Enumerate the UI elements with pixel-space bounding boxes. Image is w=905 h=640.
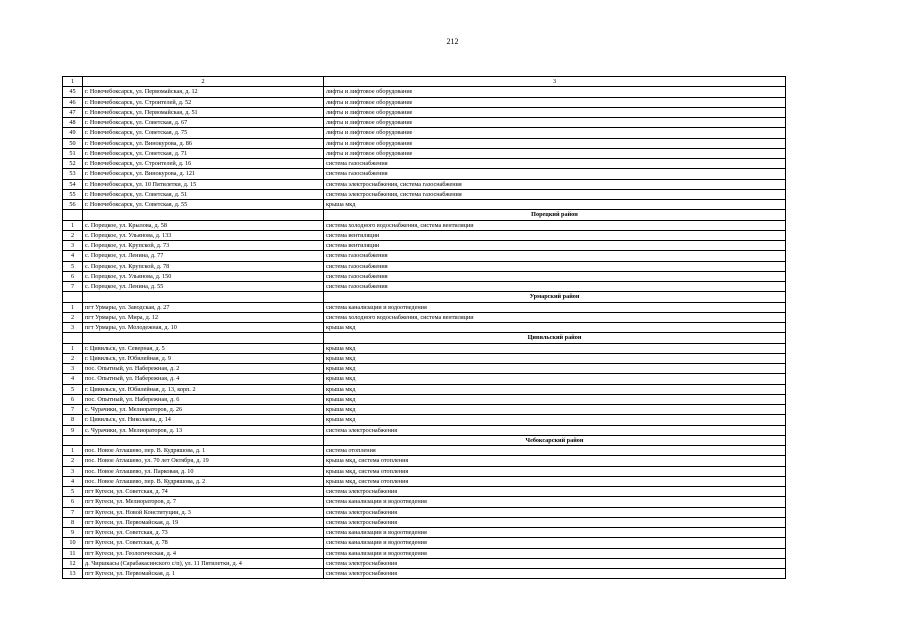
row-number-cell: 2: [63, 353, 83, 363]
row-number-cell: 9: [63, 425, 83, 435]
work-type-cell: система газоснабжения: [324, 169, 786, 179]
work-type-cell: крыша мкд: [324, 364, 786, 374]
table-row: [63, 569, 786, 579]
address-cell: пгт Кугеси, ул. Геологическая, д. 4: [83, 548, 324, 558]
table-row: [63, 179, 786, 189]
address-cell: пос. Опытный, ул. Набережная, д. 2: [83, 364, 324, 374]
work-type-cell: система канализации и водоотведения: [324, 302, 786, 312]
address-cell: с. Порецкое, ул. Ленина, д. 55: [83, 282, 324, 292]
work-type-cell: крыша мкд: [324, 384, 786, 394]
work-type-cell: система электроснабжения, система газоснабжения: [324, 189, 786, 199]
table-row: [63, 118, 786, 128]
work-type-cell: система газоснабжения: [324, 251, 786, 261]
address-cell: г. Новочебоксарск, ул. Советская, д. 55: [83, 200, 324, 210]
work-type-cell: лифты и лифтовое оборудование: [324, 87, 786, 97]
address-cell: г. Новочебоксарск, ул. Строителей, д. 52: [83, 97, 324, 107]
work-type-cell: лифты и лифтовое оборудование: [324, 107, 786, 117]
row-number-cell: 8: [63, 415, 83, 425]
table-row: [63, 261, 786, 271]
work-type-cell: система газоснабжения: [324, 261, 786, 271]
address-cell: г. Новочебоксарск, ул. Советская, д. 67: [83, 118, 324, 128]
row-number-cell: 56: [63, 200, 83, 210]
work-type-cell: система холодного водоснабжения, система вентиляции: [324, 220, 786, 230]
row-number-cell: 49: [63, 128, 83, 138]
table-row: [63, 87, 786, 97]
row-number-cell: 47: [63, 107, 83, 117]
district-name: Урмарский район: [324, 292, 786, 302]
address-cell: г. Цивильск, ул. Юбилейная, д. 9: [83, 353, 324, 363]
row-number-cell: 1: [63, 220, 83, 230]
empty-cell: [63, 435, 83, 445]
work-type-cell: крыша мкд, система отопления: [324, 456, 786, 466]
row-number-cell: 4: [63, 374, 83, 384]
work-type-cell: система электроснабжения: [324, 425, 786, 435]
table-row: [63, 230, 786, 240]
table-row: [63, 487, 786, 497]
address-cell: пгт Кугеси, ул. Мелиораторов, д. 7: [83, 497, 324, 507]
work-type-cell: система электроснабжения, система газоснабжения: [324, 179, 786, 189]
row-number-cell: 12: [63, 558, 83, 568]
work-type-cell: система электроснабжения: [324, 487, 786, 497]
header-col-2: 2: [83, 77, 324, 87]
row-number-cell: 2: [63, 230, 83, 240]
row-number-cell: 1: [63, 343, 83, 353]
district-heading-row: [63, 435, 786, 445]
row-number-cell: 6: [63, 394, 83, 404]
address-cell: г. Цивильск, ул. Николаева, д. 14: [83, 415, 324, 425]
work-type-cell: лифты и лифтовое оборудование: [324, 118, 786, 128]
row-number-cell: 52: [63, 159, 83, 169]
table-row: [63, 497, 786, 507]
work-type-cell: система газоснабжения: [324, 282, 786, 292]
table-row: [63, 394, 786, 404]
address-cell: г. Новочебоксарск, ул. Советская, д. 51: [83, 189, 324, 199]
row-number-cell: 50: [63, 138, 83, 148]
work-type-cell: система канализации и водоотведения: [324, 548, 786, 558]
table-row: [63, 312, 786, 322]
row-number-cell: 4: [63, 251, 83, 261]
empty-cell: [83, 435, 324, 445]
work-type-cell: крыша мкд: [324, 405, 786, 415]
table-row: [63, 302, 786, 312]
table-row: [63, 446, 786, 456]
table-row: [63, 517, 786, 527]
row-number-cell: 45: [63, 87, 83, 97]
address-cell: с. Порецкое, ул. Крупской, д. 78: [83, 261, 324, 271]
address-cell: с. Чурачики, ул. Мелиораторов, д. 13: [83, 425, 324, 435]
address-cell: пгт Кугеси, ул. Новой Конституции, д. 3: [83, 507, 324, 517]
objects-table: [62, 76, 786, 579]
row-number-cell: 53: [63, 169, 83, 179]
address-cell: пгт Кугеси, ул. Советская, д. 74: [83, 487, 324, 497]
work-type-cell: крыша мкд: [324, 200, 786, 210]
work-type-cell: система газоснабжения: [324, 271, 786, 281]
row-number-cell: 2: [63, 312, 83, 322]
row-number-cell: 51: [63, 148, 83, 158]
table-row: [63, 148, 786, 158]
table-row: [63, 343, 786, 353]
row-number-cell: 10: [63, 538, 83, 548]
work-type-cell: крыша мкд, система отопления: [324, 476, 786, 486]
table-row: [63, 466, 786, 476]
work-type-cell: система холодного водоснабжения, система вентиляции: [324, 312, 786, 322]
row-number-cell: 1: [63, 302, 83, 312]
district-name: Цивильский район: [324, 333, 786, 343]
row-number-cell: 7: [63, 507, 83, 517]
table-row: [63, 456, 786, 466]
table-row: [63, 271, 786, 281]
empty-cell: [83, 333, 324, 343]
row-number-cell: 6: [63, 497, 83, 507]
table-row: [63, 169, 786, 179]
address-cell: пос. Новое Атлашево, ул. 70 лет Октября, д. 19: [83, 456, 324, 466]
address-cell: г. Новочебоксарск, ул. Первомайская, д. 51: [83, 107, 324, 117]
address-cell: с. Порецкое, ул. Крупской, д. 73: [83, 241, 324, 251]
address-cell: пос. Новое Атлашево, пер. В. Кудряшова, д. 2: [83, 476, 324, 486]
district-name: Порецкий район: [324, 210, 786, 220]
address-cell: г. Новочебоксарск, ул. 10 Пятилетки, д. 15: [83, 179, 324, 189]
table-row: [63, 558, 786, 568]
table-header-row: [63, 77, 786, 87]
work-type-cell: лифты и лифтовое оборудование: [324, 128, 786, 138]
table-row: [63, 220, 786, 230]
empty-cell: [63, 333, 83, 343]
row-number-cell: 7: [63, 282, 83, 292]
address-cell: с. Порецкое, ул. Ульянова, д. 150: [83, 271, 324, 281]
header-col-3: 3: [324, 77, 786, 87]
address-cell: пгт Кугеси, ул. Советская, д. 78: [83, 538, 324, 548]
row-number-cell: 1: [63, 446, 83, 456]
work-type-cell: система канализации и водоотведения: [324, 497, 786, 507]
empty-cell: [83, 210, 324, 220]
work-type-cell: лифты и лифтовое оборудование: [324, 138, 786, 148]
row-number-cell: 11: [63, 548, 83, 558]
work-type-cell: система электроснабжения: [324, 558, 786, 568]
row-number-cell: 48: [63, 118, 83, 128]
address-cell: г. Новочебоксарск, ул. Винокурова, д. 86: [83, 138, 324, 148]
table-row: [63, 476, 786, 486]
empty-cell: [63, 210, 83, 220]
table-row: [63, 138, 786, 148]
table-row: [63, 353, 786, 363]
row-number-cell: 5: [63, 261, 83, 271]
table-row: [63, 384, 786, 394]
district-name: Чебоксарский район: [324, 435, 786, 445]
table-row: [63, 159, 786, 169]
table-row: [63, 538, 786, 548]
row-number-cell: 55: [63, 189, 83, 199]
address-cell: пгт Кугеси, ул. Советская, д. 73: [83, 528, 324, 538]
table-row: [63, 241, 786, 251]
page-number: 212: [446, 37, 459, 46]
address-cell: пос. Опытный, ул. Набережная, д. 4: [83, 374, 324, 384]
address-cell: пгт Урмары, ул. Заводская, д. 27: [83, 302, 324, 312]
table-row: [63, 107, 786, 117]
row-number-cell: 7: [63, 405, 83, 415]
table-row: [63, 374, 786, 384]
work-type-cell: система вентиляции: [324, 230, 786, 240]
table-body: [63, 77, 786, 579]
work-type-cell: крыша мкд: [324, 323, 786, 333]
address-cell: пгт Кугеси, ул. Первомайская, д. 1: [83, 569, 324, 579]
address-cell: с. Порецкое, ул. Ульянова, д. 133: [83, 230, 324, 240]
table-row: [63, 200, 786, 210]
table-row: [63, 128, 786, 138]
row-number-cell: 8: [63, 517, 83, 527]
work-type-cell: крыша мкд: [324, 374, 786, 384]
address-cell: пос. Новое Атлашево, пер. В. Кудряшова, д. 1: [83, 446, 324, 456]
work-type-cell: крыша мкд, система отопления: [324, 466, 786, 476]
row-number-cell: 54: [63, 179, 83, 189]
table-row: [63, 415, 786, 425]
row-number-cell: 2: [63, 456, 83, 466]
empty-cell: [83, 292, 324, 302]
address-cell: г. Цивильск, ул. Юбилейная, д. 13, корп. 2: [83, 384, 324, 394]
address-cell: г. Новочебоксарск, ул. Советская, д. 71: [83, 148, 324, 158]
work-type-cell: система отопления: [324, 446, 786, 456]
table-row: [63, 425, 786, 435]
table-row: [63, 507, 786, 517]
row-number-cell: 3: [63, 364, 83, 374]
row-number-cell: 3: [63, 466, 83, 476]
row-number-cell: 5: [63, 384, 83, 394]
work-type-cell: система электроснабжения: [324, 569, 786, 579]
row-number-cell: 13: [63, 569, 83, 579]
district-heading-row: [63, 333, 786, 343]
district-heading-row: [63, 210, 786, 220]
address-cell: г. Новочебоксарск, ул. Строителей, д. 16: [83, 159, 324, 169]
work-type-cell: крыша мкд: [324, 343, 786, 353]
table-row: [63, 548, 786, 558]
table-row: [63, 405, 786, 415]
header-col-1: 1: [63, 77, 83, 87]
table-row: [63, 251, 786, 261]
address-cell: пгт Кугеси, ул. Первомайская, д. 19: [83, 517, 324, 527]
address-cell: с. Чурачики, ул. Мелиораторов, д. 26: [83, 405, 324, 415]
address-cell: г. Новочебоксарск, ул. Винокурова, д. 121: [83, 169, 324, 179]
work-type-cell: система вентиляции: [324, 241, 786, 251]
work-type-cell: крыша мкд: [324, 353, 786, 363]
row-number-cell: 5: [63, 487, 83, 497]
row-number-cell: 6: [63, 271, 83, 281]
table-row: [63, 323, 786, 333]
row-number-cell: 9: [63, 528, 83, 538]
address-cell: пгт Урмары, ул. Молодежная, д. 10: [83, 323, 324, 333]
work-type-cell: система электроснабжения: [324, 507, 786, 517]
table-row: [63, 97, 786, 107]
work-type-cell: система канализации и водоотведения: [324, 538, 786, 548]
work-type-cell: лифты и лифтовое оборудование: [324, 148, 786, 158]
row-number-cell: 4: [63, 476, 83, 486]
address-cell: пос. Новое Атлашево, ул. Парковая, д. 10: [83, 466, 324, 476]
address-cell: г. Новочебоксарск, ул. Советская, д. 75: [83, 128, 324, 138]
table-row: [63, 528, 786, 538]
district-heading-row: [63, 292, 786, 302]
work-type-cell: лифты и лифтовое оборудование: [324, 97, 786, 107]
table-row: [63, 282, 786, 292]
work-type-cell: крыша мкд: [324, 415, 786, 425]
address-cell: г. Цивильск, ул. Северная, д. 5: [83, 343, 324, 353]
address-cell: пгт Урмары, ул. Мира, д. 12: [83, 312, 324, 322]
work-type-cell: система канализации и водоотведения: [324, 528, 786, 538]
address-cell: г. Новочебоксарск, ул. Первомайская, д. 12: [83, 87, 324, 97]
work-type-cell: система электроснабжения: [324, 517, 786, 527]
table-row: [63, 189, 786, 199]
work-type-cell: система газоснабжения: [324, 159, 786, 169]
empty-cell: [63, 292, 83, 302]
address-cell: с. Порецкое, ул. Крылова, д. 58: [83, 220, 324, 230]
address-cell: пос. Опытный, ул. Набережная, д. 6: [83, 394, 324, 404]
row-number-cell: 3: [63, 323, 83, 333]
table-row: [63, 364, 786, 374]
row-number-cell: 46: [63, 97, 83, 107]
address-cell: д. Чиршкасы (Сарабакасинского с/п), ул. 11 Пятилетки, д. 4: [83, 558, 324, 568]
row-number-cell: 3: [63, 241, 83, 251]
address-cell: с. Порецкое, ул. Ленина, д. 77: [83, 251, 324, 261]
work-type-cell: крыша мкд: [324, 394, 786, 404]
